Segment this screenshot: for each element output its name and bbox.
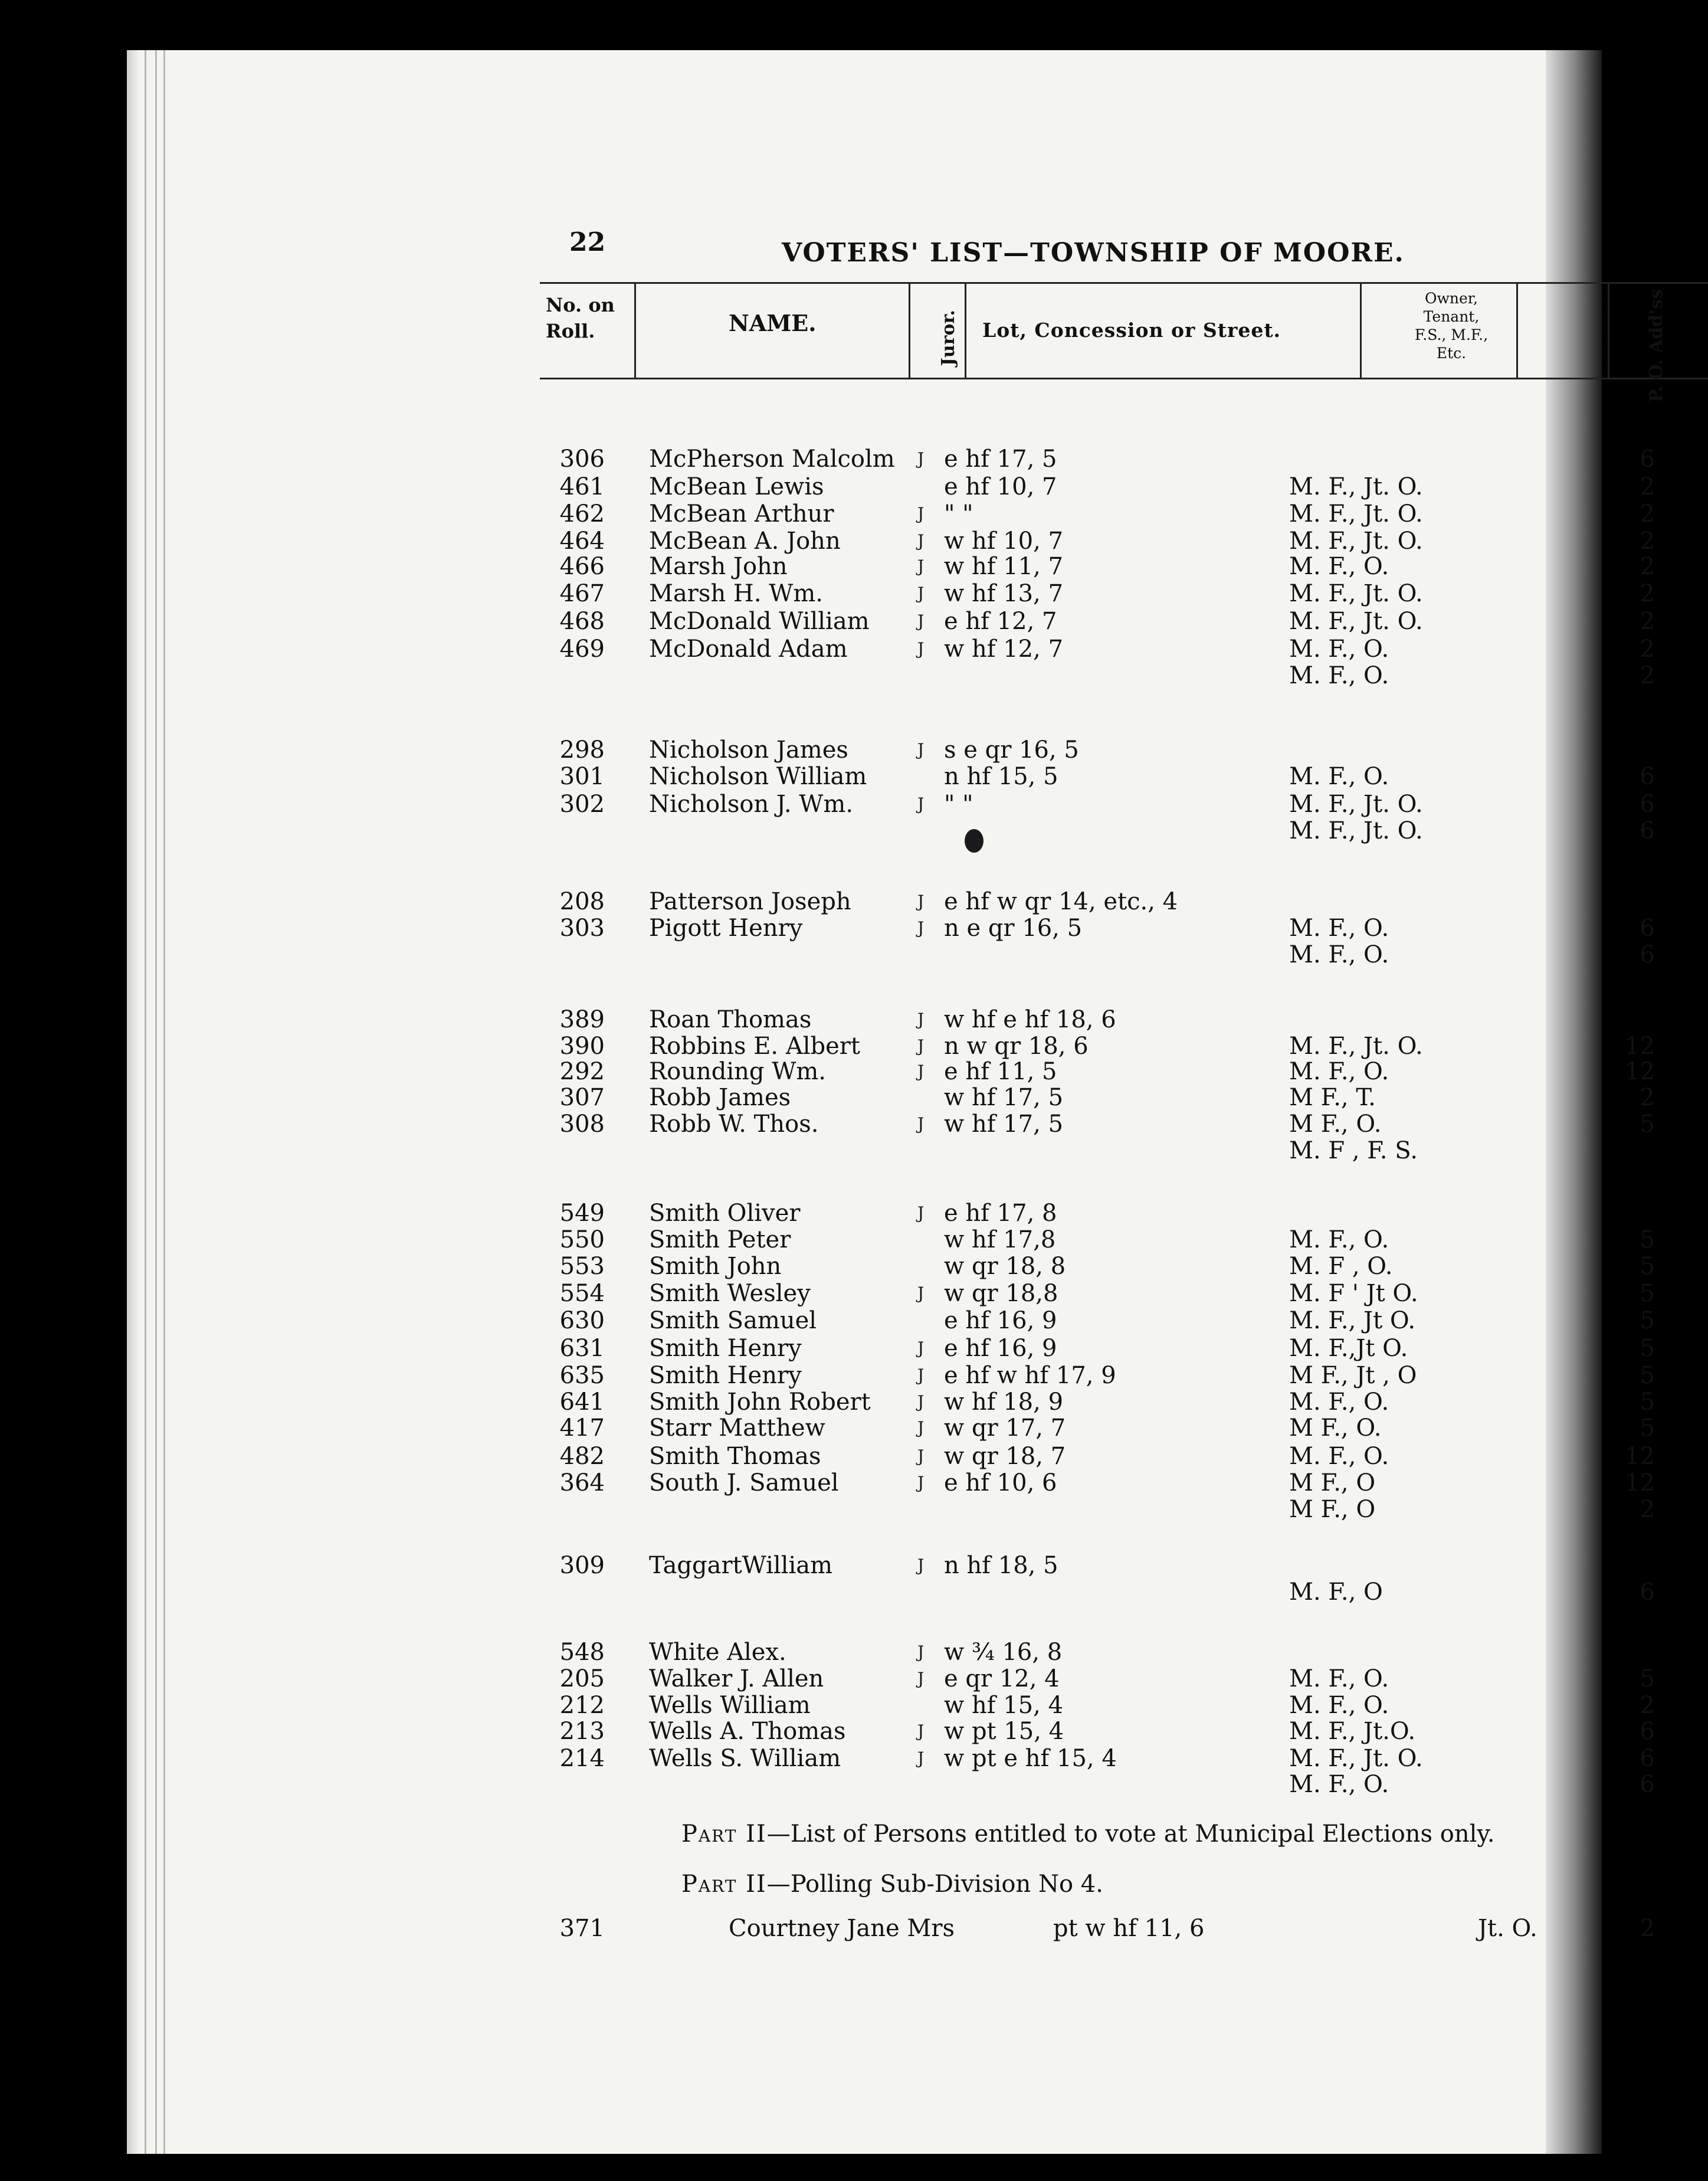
lot-description: w hf 11, 7: [944, 553, 1064, 580]
lot-description: w hf 13, 7: [944, 580, 1064, 607]
roll-number: 298: [559, 736, 605, 764]
ownership-status: M. F., O: [1289, 1579, 1383, 1606]
roll-number: 630: [559, 1307, 605, 1334]
ownership-status: M. F., Jt. O.: [1289, 817, 1423, 844]
part-two-heading-municipal: [681, 1820, 1494, 1848]
voter-row: [127, 1665, 1655, 1692]
juror-mark: J: [917, 1365, 925, 1385]
roll-number: 482: [559, 1443, 605, 1470]
voter-row: [127, 763, 1655, 790]
post-office-number: 2: [1640, 500, 1655, 528]
post-office-number: 5: [1640, 1111, 1655, 1138]
roll-number: 462: [559, 500, 605, 528]
lot-description: n e qr 16, 5: [944, 915, 1083, 942]
voter-row: [127, 608, 1655, 635]
juror-mark: J: [917, 449, 925, 469]
post-office-number: 2: [1640, 528, 1655, 555]
roll-number: 548: [559, 1639, 605, 1666]
voter-name: Smith John: [649, 1253, 782, 1280]
voter-row: [127, 662, 1655, 689]
voter-row: [127, 446, 1655, 473]
roll-number: 641: [559, 1388, 605, 1416]
post-office-number: 2: [1640, 1084, 1655, 1111]
lot-description: w pt 15, 4: [944, 1718, 1064, 1745]
post-office-number: 12: [1625, 1058, 1655, 1085]
page-number: 22: [569, 227, 606, 257]
roll-header-line: Roll.: [546, 320, 595, 342]
post-office-number: 2: [1640, 1692, 1655, 1719]
post-office-number: 2: [1640, 608, 1655, 635]
juror-mark: J: [917, 740, 925, 759]
ownership-status: M. F , O.: [1289, 1253, 1393, 1280]
post-office-number: 5: [1640, 1280, 1655, 1307]
voter-row: [127, 1033, 1655, 1060]
ownership-status: M. F., O.: [1289, 1058, 1389, 1085]
juror-mark: J: [917, 1010, 925, 1029]
voter-row: [127, 1639, 1602, 1666]
post-office-number: 5: [1640, 1362, 1655, 1389]
post-office-number: 5: [1640, 1307, 1655, 1334]
document-page: [127, 50, 1667, 2154]
post-office-number: 2: [1640, 1915, 1655, 1942]
voter-row: [127, 1058, 1655, 1085]
voter-row: [127, 1137, 1602, 1164]
lot-description: e hf 16, 9: [944, 1307, 1057, 1334]
roll-number: 390: [559, 1033, 605, 1060]
voter-name: Nicholson J. Wm.: [649, 791, 854, 818]
voter-name: Smith John Robert: [649, 1388, 871, 1416]
page-heading: VOTERS' LIST—TOWNSHIP OF MOORE.: [782, 238, 1405, 268]
voter-row: [127, 888, 1602, 915]
voter-row: [127, 736, 1602, 764]
ownership-status: M. F., O.: [1289, 1226, 1389, 1253]
voter-row: [127, 1111, 1655, 1138]
ownership-status: M. F., Jt. O.: [1289, 1033, 1423, 1060]
ownership-status: M F., O.: [1289, 1414, 1382, 1442]
voter-row: [127, 1388, 1655, 1416]
voter-row: [127, 473, 1655, 500]
juror-mark: J: [917, 611, 925, 631]
roll-number: 417: [559, 1414, 605, 1442]
ownership-status: M. F., O.: [1289, 1771, 1389, 1798]
ownership-status: M. F., O.: [1289, 941, 1389, 968]
post-office-number: 12: [1625, 1033, 1655, 1060]
voter-row: [127, 1226, 1655, 1253]
ownership-status: M. F ' Jt O.: [1289, 1280, 1418, 1307]
juror-mark: J: [917, 1669, 925, 1688]
lot-description: e hf 17, 8: [944, 1200, 1057, 1227]
ownership-status: M. F., O.: [1289, 1692, 1389, 1719]
roll-number: 466: [559, 553, 605, 580]
lot-description: pt w hf 11, 6: [1053, 1915, 1205, 1942]
roll-number: 469: [559, 636, 605, 663]
column-divider: [634, 282, 636, 378]
juror-mark: J: [917, 1114, 925, 1134]
roll-number: 292: [559, 1058, 605, 1085]
lot-description: w hf 17,8: [944, 1226, 1056, 1253]
voter-row: [127, 817, 1655, 844]
post-office-number: 6: [1640, 1579, 1655, 1606]
voter-name: Robbins E. Albert: [649, 1033, 860, 1060]
lot-description: w qr 18,8: [944, 1280, 1058, 1307]
ownership-status: M F., O: [1289, 1496, 1376, 1523]
part-text: —Polling Sub-Division No 4.: [766, 1871, 1103, 1898]
post-office-number: 6: [1640, 763, 1655, 790]
lot-description: e hf 17, 5: [944, 446, 1057, 473]
column-divider: [1608, 282, 1609, 378]
voter-name: TaggartWilliam: [649, 1552, 833, 1579]
roll-header-line: No. on: [546, 294, 615, 316]
lot-description: w hf 17, 5: [944, 1111, 1064, 1138]
juror-mark: J: [917, 1473, 925, 1492]
voter-name: Rounding Wm.: [649, 1058, 826, 1085]
voter-name: Smith Henry: [649, 1362, 802, 1389]
ownership-status: M F., O.: [1289, 1111, 1382, 1138]
ownership-status: M F., Jt , O: [1289, 1362, 1417, 1389]
voter-name: McBean Lewis: [649, 473, 824, 500]
lot-description: w ¾ 16, 8: [944, 1639, 1063, 1666]
roll-number: 635: [559, 1362, 605, 1389]
voter-row: [127, 791, 1655, 818]
voter-name: Wells A. Thomas: [649, 1718, 846, 1745]
lot-description: e hf w hf 17, 9: [944, 1362, 1116, 1389]
voter-row: [127, 941, 1655, 968]
juror-mark: J: [917, 1283, 925, 1303]
juror-mark: J: [917, 794, 925, 814]
voter-row: [127, 1307, 1655, 1334]
roll-number: 371: [559, 1915, 605, 1942]
juror-mark: J: [917, 1748, 925, 1768]
roll-number: 389: [559, 1006, 605, 1033]
voter-row: [127, 915, 1655, 942]
post-office-number: 5: [1640, 1226, 1655, 1253]
roll-number: 214: [559, 1745, 605, 1772]
post-office-number: 5: [1640, 1414, 1655, 1442]
ownership-status: M. F., O.: [1289, 763, 1389, 790]
voter-name: McDonald Adam: [649, 636, 848, 663]
voter-name: Smith Wesley: [649, 1280, 811, 1307]
juror-mark: J: [917, 1392, 925, 1412]
voter-row: [127, 1335, 1655, 1362]
column-divider: [1516, 282, 1518, 378]
header-rule-top: [540, 282, 1708, 284]
column-divider: [909, 282, 910, 378]
juror-mark: J: [917, 892, 925, 911]
column-header-juror: Juror.: [938, 310, 959, 366]
voter-name: White Alex.: [649, 1639, 786, 1666]
column-header-roll: [546, 292, 615, 344]
juror-mark: J: [917, 1203, 925, 1223]
roll-number: 550: [559, 1226, 605, 1253]
voter-name: Smith Thomas: [649, 1443, 821, 1470]
lot-description: " ": [944, 500, 973, 528]
voter-row: [127, 580, 1655, 607]
roll-number: 309: [559, 1552, 605, 1579]
voters-list: [127, 50, 1667, 2154]
lot-description: e hf 10, 7: [944, 473, 1057, 500]
lot-description: w hf e hf 18, 6: [944, 1006, 1116, 1033]
voter-row: [127, 1280, 1655, 1307]
voter-row: [127, 1200, 1602, 1227]
column-divider: [965, 282, 966, 378]
roll-number: 467: [559, 580, 605, 607]
ownership-status: M. F., O.: [1289, 915, 1389, 942]
voter-name: McDonald William: [649, 608, 870, 635]
lot-description: w qr 18, 7: [944, 1443, 1066, 1470]
roll-number: 364: [559, 1469, 605, 1496]
column-header-po: [1646, 289, 1667, 402]
ownership-status: M. F., Jt. O.: [1289, 580, 1423, 607]
post-office-number: 5: [1640, 1253, 1655, 1280]
part-label: Part II: [681, 1820, 767, 1848]
voter-name: Marsh John: [649, 553, 788, 580]
lot-description: w hf 17, 5: [944, 1084, 1064, 1111]
column-header-lot: Lot, Concession or Street.: [982, 319, 1281, 342]
post-office-number: 6: [1640, 915, 1655, 942]
owner-header-line: Owner,: [1425, 290, 1478, 307]
ownership-status: M. F., O.: [1289, 1388, 1389, 1416]
ownership-status: M F., T.: [1289, 1084, 1376, 1111]
voter-row: [127, 1414, 1655, 1442]
post-office-number: 2: [1640, 636, 1655, 663]
part-two-heading-subdivision: [681, 1871, 1103, 1898]
juror-mark: J: [917, 918, 925, 938]
column-divider: [1360, 282, 1362, 378]
roll-number: 213: [559, 1718, 605, 1745]
voter-name: Starr Matthew: [649, 1414, 825, 1442]
roll-number: 461: [559, 473, 605, 500]
voter-row: [127, 1692, 1655, 1719]
lot-description: w hf 18, 9: [944, 1388, 1064, 1416]
lot-description: e qr 12, 4: [944, 1665, 1060, 1692]
ownership-status: M. F., O.: [1289, 553, 1389, 580]
post-office-number: 6: [1640, 817, 1655, 844]
voter-name: Smith Samuel: [649, 1307, 817, 1334]
part-label: Part II: [681, 1871, 767, 1898]
header-rule-bottom: [540, 378, 1708, 379]
voter-row: [127, 1084, 1655, 1111]
roll-number: 301: [559, 763, 605, 790]
lot-description: w qr 17, 7: [944, 1414, 1066, 1442]
ownership-status: M. F., O.: [1289, 636, 1389, 663]
voter-name: Nicholson James: [649, 736, 848, 764]
lot-description: s e qr 16, 5: [944, 736, 1079, 764]
lot-description: e hf 12, 7: [944, 608, 1057, 635]
voter-row: [127, 1745, 1655, 1772]
lot-description: w qr 18, 8: [944, 1253, 1066, 1280]
voter-name: Smith Oliver: [649, 1200, 801, 1227]
voter-name: McPherson Malcolm: [649, 446, 895, 473]
juror-mark: J: [917, 531, 925, 551]
roll-number: 306: [559, 446, 605, 473]
juror-mark: J: [917, 1418, 925, 1437]
voter-name: Walker J. Allen: [649, 1665, 824, 1692]
voter-row: [127, 500, 1655, 528]
po-header-line: P. O.: [1646, 359, 1667, 402]
post-office-number: 6: [1640, 791, 1655, 818]
voter-name: McBean Arthur: [649, 500, 834, 528]
ownership-status: M. F., O.: [1289, 1443, 1389, 1470]
voter-name: South J. Samuel: [649, 1469, 839, 1496]
voter-name: Wells S. William: [649, 1745, 841, 1772]
juror-mark: J: [917, 504, 925, 523]
ownership-status: M. F , F. S.: [1289, 1137, 1418, 1164]
voter-row: [127, 1006, 1602, 1033]
post-office-number: 5: [1640, 1388, 1655, 1416]
juror-mark: J: [917, 1642, 925, 1662]
voter-name: Nicholson William: [649, 763, 867, 790]
roll-number: 554: [559, 1280, 605, 1307]
roll-number: 303: [559, 915, 605, 942]
lot-description: w hf 15, 4: [944, 1692, 1064, 1719]
lot-description: e hf 16, 9: [944, 1335, 1057, 1362]
owner-header-line: Etc.: [1436, 345, 1467, 362]
ownership-status: M. F., Jt. O.: [1289, 528, 1423, 555]
ownership-status: M. F., O.: [1289, 1665, 1389, 1692]
voter-row: [127, 1496, 1655, 1523]
ownership-status: M. F., Jt. O.: [1289, 500, 1423, 528]
voter-name: Robb James: [649, 1084, 791, 1111]
post-office-number: 5: [1640, 1335, 1655, 1362]
final-entry-row: [127, 1915, 1655, 1942]
post-office-number: 12: [1625, 1469, 1655, 1496]
roll-number: 468: [559, 608, 605, 635]
lot-description: w hf 12, 7: [944, 636, 1064, 663]
voter-row: [127, 1443, 1655, 1470]
roll-number: 205: [559, 1665, 605, 1692]
juror-mark: J: [917, 556, 925, 576]
owner-header-line: F.S., M.F.,: [1414, 326, 1489, 343]
roll-number: 553: [559, 1253, 605, 1280]
voter-name: Courtney Jane Mrs: [729, 1915, 955, 1942]
voter-name: Roan Thomas: [649, 1006, 812, 1033]
post-office-number: 6: [1640, 446, 1655, 473]
ownership-status: M. F., Jt. O.: [1289, 473, 1423, 500]
juror-mark: J: [917, 1555, 925, 1575]
juror-mark: J: [917, 584, 925, 603]
lot-description: e hf w qr 14, etc., 4: [944, 888, 1178, 915]
voter-row: [127, 636, 1655, 663]
po-header-line: Add'ss: [1646, 289, 1667, 353]
lot-description: " ": [944, 791, 973, 818]
ownership-status: M F., O: [1289, 1469, 1376, 1496]
lot-description: e hf 11, 5: [944, 1058, 1057, 1085]
voter-row: [127, 1552, 1602, 1579]
column-header-owner: [1401, 289, 1502, 362]
juror-mark: J: [917, 639, 925, 659]
juror-mark: J: [917, 1062, 925, 1081]
ownership-status: M. F., O.: [1289, 662, 1389, 689]
roll-number: 212: [559, 1692, 605, 1719]
voter-row: [127, 1469, 1655, 1496]
juror-mark: J: [917, 1446, 925, 1466]
juror-mark: J: [917, 1338, 925, 1358]
juror-mark: J: [917, 1036, 925, 1056]
part-text: —List of Persons entitled to vote at Municipal Elections only.: [766, 1820, 1495, 1848]
roll-number: 208: [559, 888, 605, 915]
voter-row: [127, 1362, 1655, 1389]
ownership-status: M. F., Jt.O.: [1289, 1718, 1416, 1745]
post-office-number: 5: [1640, 1665, 1655, 1692]
voter-row: [127, 553, 1655, 580]
post-office-number: 2: [1640, 662, 1655, 689]
voter-row: [127, 1718, 1655, 1745]
lot-description: n w qr 18, 6: [944, 1033, 1089, 1060]
ownership-status: M. F., Jt. O.: [1289, 1745, 1423, 1772]
roll-number: 307: [559, 1084, 605, 1111]
post-office-number: 12: [1625, 1443, 1655, 1470]
roll-number: 549: [559, 1200, 605, 1227]
post-office-number: 6: [1640, 941, 1655, 968]
voter-row: [127, 528, 1655, 555]
roll-number: 464: [559, 528, 605, 555]
voter-name: Pigott Henry: [649, 915, 803, 942]
ownership-status: M. F., Jt O.: [1289, 1307, 1416, 1334]
post-office-number: 6: [1640, 1718, 1655, 1745]
voter-name: Smith Henry: [649, 1335, 802, 1362]
post-office-number: 2: [1640, 1496, 1655, 1523]
ownership-status: M. F., Jt. O.: [1289, 791, 1423, 818]
post-office-number: 6: [1640, 1771, 1655, 1798]
roll-number: 631: [559, 1335, 605, 1362]
juror-mark: J: [917, 1721, 925, 1741]
roll-number: 302: [559, 791, 605, 818]
lot-description: w hf 10, 7: [944, 528, 1064, 555]
ownership-status: Jt. O.: [1478, 1915, 1537, 1942]
post-office-number: 2: [1640, 553, 1655, 580]
voter-name: Smith Peter: [649, 1226, 791, 1253]
voter-name: Robb W. Thos.: [649, 1111, 819, 1138]
ownership-status: M. F.,Jt O.: [1289, 1335, 1408, 1362]
post-office-number: 2: [1640, 580, 1655, 607]
voter-name: Patterson Joseph: [649, 888, 851, 915]
lot-description: n hf 18, 5: [944, 1552, 1058, 1579]
lot-description: n hf 15, 5: [944, 763, 1058, 790]
owner-header-line: Tenant,: [1423, 308, 1480, 325]
post-office-number: 6: [1640, 1745, 1655, 1772]
roll-number: 308: [559, 1111, 605, 1138]
lot-description: w pt e hf 15, 4: [944, 1745, 1117, 1772]
ownership-status: M. F., Jt. O.: [1289, 608, 1423, 635]
voter-row: [127, 1579, 1655, 1606]
voter-row: [127, 1253, 1655, 1280]
column-header-name: NAME.: [729, 310, 817, 336]
voter-row: [127, 1771, 1655, 1798]
voter-name: Marsh H. Wm.: [649, 580, 823, 607]
voter-name: Wells William: [649, 1692, 811, 1719]
lot-description: e hf 10, 6: [944, 1469, 1057, 1496]
voter-name: McBean A. John: [649, 528, 841, 555]
post-office-number: 2: [1640, 473, 1655, 500]
